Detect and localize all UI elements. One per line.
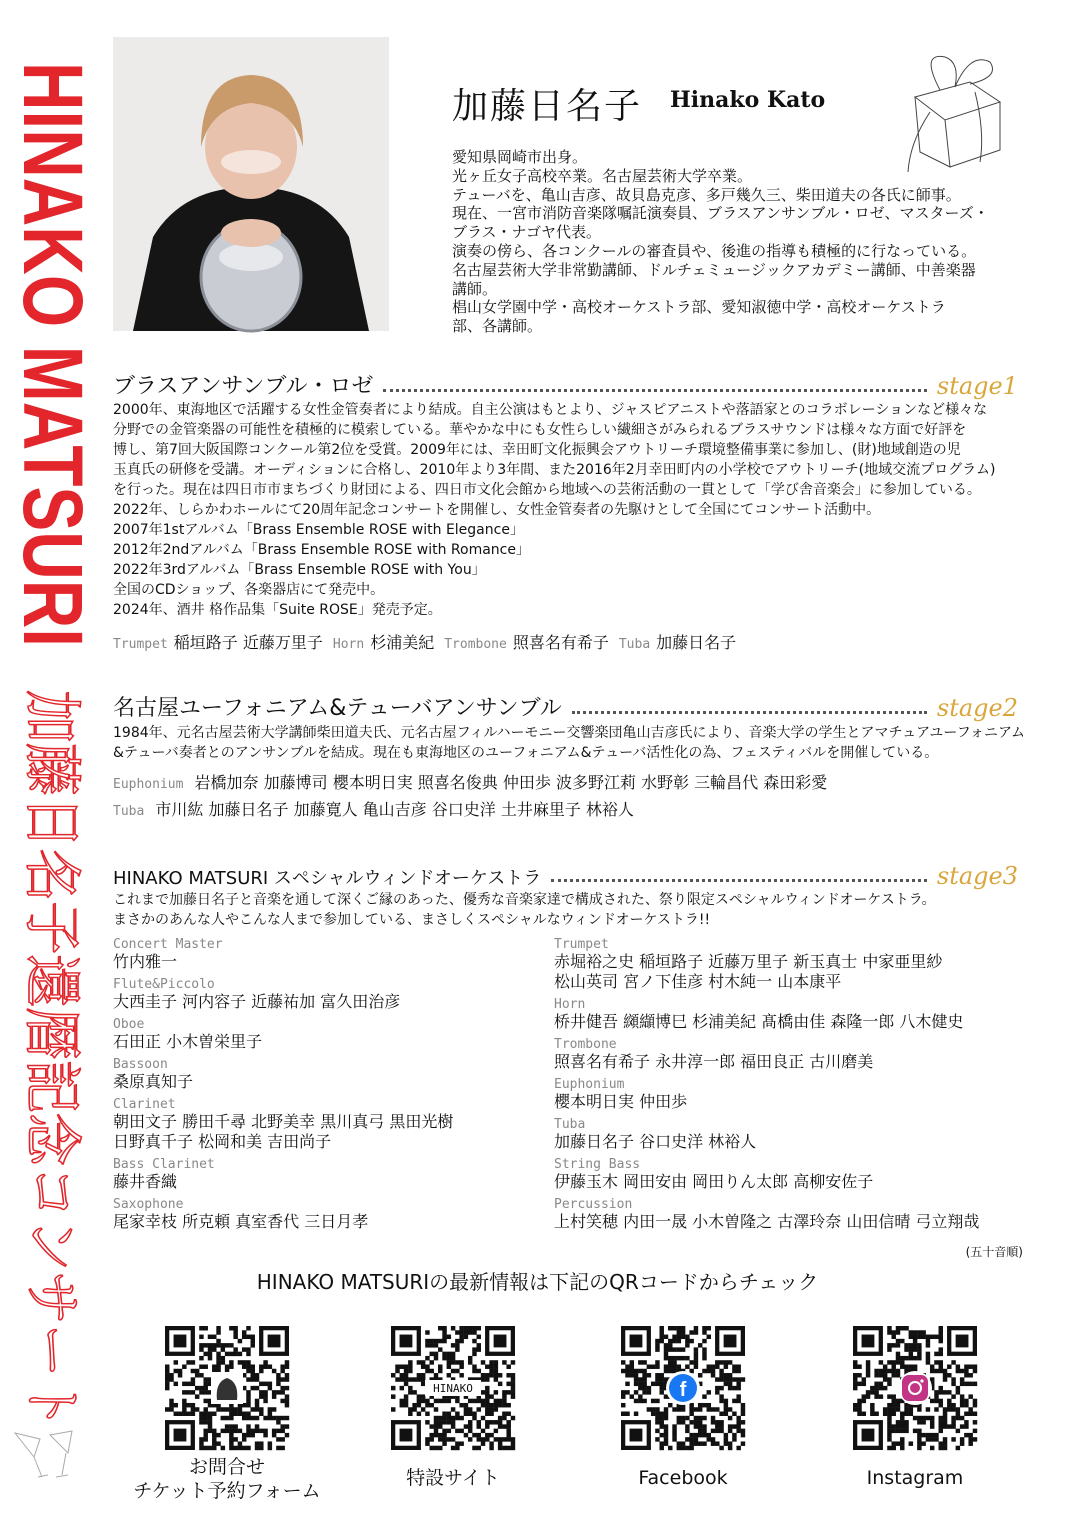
stage1-body-line: を行った。現在は四日市市まちづくり財団による、四日市文化会館から地域への芸術活動の一貫として「学び舎音楽会」に参加している。 xyxy=(113,482,981,498)
stage1-body-line: 2012年2ndアルバム「Brass Ensemble ROSE with Romance」 xyxy=(113,542,530,558)
qr-label-line: Instagram xyxy=(866,1467,964,1489)
bio-line: 椙山女学園中学・高校オーケストラ部、愛知淑徳中学・高校オーケストラ xyxy=(452,298,946,317)
stage1-body-line: 2022年、しらかわホールにて20周年記念コンサートを開催し、女性金管奏者の先駆けとして全国にてコンサート活動中。 xyxy=(113,502,881,518)
stage2-body-line: &テューバ奏者とのアンサンブルを結成。現在も東海地区のユーフォニアム&テューバ活性化の為、フェスティバルを開催している。 xyxy=(113,745,939,761)
orchestra-role-label: Bassoon xyxy=(113,1057,168,1072)
orchestra-member-names: 松山英司 宮ノ下佳彦 村木純一 山本康平 xyxy=(554,972,842,991)
bio-line: 名古屋芸術大学非常勤講師、ドルチェミュージックアカデミー講師、中善楽器 xyxy=(452,260,976,279)
stage3-body xyxy=(113,890,1028,930)
role-label: Horn xyxy=(332,637,365,652)
orchestra-role-label: Saxophone xyxy=(113,1197,184,1212)
stage1-body-line: 玉真氏の研修を受講。オーディションに合格し、2010年より3年間、また2016年2月幸田町内の小学校でアウトリーチ(地域交流プログラム) xyxy=(113,462,996,478)
role-label: Trombone xyxy=(444,637,507,652)
member-names: 岩橋加奈 加藤博司 櫻本明日実 照喜名俊典 仲田歩 波多野江莉 水野彰 三輪昌代 森田彩愛 xyxy=(194,773,828,792)
member-names: 杉浦美紀 xyxy=(370,633,435,652)
profile-photo xyxy=(113,37,389,331)
role-label: Euphonium xyxy=(113,777,184,792)
bio-line: ブラス・ナゴヤ代表。 xyxy=(452,223,601,242)
orchestra-role-label: Flute&Piccolo xyxy=(113,977,215,992)
qr-label xyxy=(117,1455,337,1503)
stage1-body xyxy=(113,400,1028,620)
bio-line: 現在、一宮市消防音楽隊嘱託演奏員、ブラスアンサンブル・ロゼ、マスターズ・ xyxy=(452,204,989,223)
qr-label-line: お問合せ xyxy=(188,1456,265,1478)
orchestra-role-label: Tuba xyxy=(554,1117,586,1132)
orchestra-member-names: 加藤日名子 谷口史洋 林裕人 xyxy=(554,1132,757,1151)
bio-line: テューバを、亀山吉彦、故貝島克彦、多戸幾久三、柴田道夫の各氏に師事。 xyxy=(452,185,961,204)
stage1-members xyxy=(113,630,746,653)
orchestra-member-names: 桑原真知子 xyxy=(113,1072,194,1091)
stage2-header xyxy=(113,690,1018,722)
orchestra-role-label: Concert Master xyxy=(113,937,223,952)
orchestra-role-label: Euphonium xyxy=(554,1077,625,1092)
stage1-tag: stage1 xyxy=(936,372,1018,400)
orchestra-member-names: 石田正 小木曽栄里子 xyxy=(113,1032,263,1051)
stage1-body-line: 2024年、酒井 格作品集「Suite ROSE」発売予定。 xyxy=(113,602,442,618)
stage2-euphonium xyxy=(113,770,837,793)
instagram-qr-code[interactable] xyxy=(853,1326,977,1450)
qr-center-text: HINAKO xyxy=(433,1382,473,1395)
qr-label-line: Facebook xyxy=(638,1467,728,1489)
qr-label-line: チケット予約フォーム xyxy=(133,1480,321,1502)
hinako-logo-qr-code[interactable] xyxy=(391,1326,515,1450)
role-label: Tuba xyxy=(113,804,145,819)
member-names: 加藤日名子 xyxy=(656,633,737,652)
orchestra-member-names: 赤堀裕之史 稲垣路子 近藤万里子 新玉真士 中家亜里紗 xyxy=(554,952,943,971)
stage3-body-line: まさかのあんな人やこんな人まで参加している、まさしくスペシャルなウィンドオーケストラ!! xyxy=(113,912,711,928)
stage3-title: HINAKO MATSURI スペシャルウィンドオーケストラ xyxy=(113,868,542,889)
role-label: Tuba xyxy=(618,637,651,652)
stage3-header xyxy=(113,858,1018,890)
champagne-glasses-icon xyxy=(10,1425,80,1485)
dotted-leader xyxy=(551,878,927,882)
orchestra-role-label: String Bass xyxy=(554,1157,641,1172)
profile-name-en: Hinako Kato xyxy=(670,87,826,113)
bio-line: 部、各講師。 xyxy=(452,317,543,336)
orchestra-member-names: 桥井健吾 纐纈博巳 杉浦美紀 髙橋由佳 森隆一郎 八木健史 xyxy=(554,1012,964,1031)
stage1-title: ブラスアンサンブル・ロゼ xyxy=(113,374,374,399)
profile-bio xyxy=(452,148,1024,336)
orchestra-member-names: 櫻本明日実 仲田歩 xyxy=(554,1092,688,1111)
svg-text:f: f xyxy=(679,1379,687,1401)
stage3-body-line: これまで加藤日名子と音楽を通して深くご縁のあった、優秀な音楽家達で構成された、祭り限定スペシャルウィンドオーケストラ。 xyxy=(113,892,936,908)
orchestra-role-label: Percussion xyxy=(554,1197,633,1212)
orchestra-member-names: 日野真千子 松岡和美 吉田尚子 xyxy=(113,1132,332,1151)
svg-text:HINAKO MATSURI: HINAKO MATSURI xyxy=(6,62,100,794)
profile-name-jp: 加藤日名子 xyxy=(452,86,643,127)
orchestra-left-column xyxy=(113,938,583,1238)
stage1-body-line: 2000年、東海地区で活躍する女性金管奏者により結成。自主公演はもとより、ジャスピアニストや落語家とのコラボレーションなど様々な xyxy=(113,402,988,418)
member-names: 稲垣路子 近藤万里子 xyxy=(173,633,323,652)
orchestra-role-label: Oboe xyxy=(113,1017,145,1032)
stage3-tag: stage3 xyxy=(936,862,1018,890)
side-title-strip xyxy=(6,40,100,1503)
orchestra-member-names: 藤井香織 xyxy=(113,1172,178,1191)
facebook-qr-code[interactable] xyxy=(621,1326,745,1450)
bio-line: 光ヶ丘女子高校卒業。名古屋芸術大学卒業。 xyxy=(452,166,753,185)
orchestra-role-label: Trombone xyxy=(554,1037,617,1052)
dotted-leader xyxy=(383,388,926,392)
orchestra-role-label: Clarinet xyxy=(113,1097,176,1112)
orchestra-role-label: Horn xyxy=(554,997,586,1012)
stage2-title: 名古屋ユーフォニアム&テューバアンサンブル xyxy=(113,696,562,721)
svg-text:加藤日名子還暦記念コンサート: 加藤日名子還暦記念コンサート xyxy=(18,690,86,1503)
qr-label xyxy=(573,1466,793,1490)
orchestra-member-names: 大西圭子 河内容子 近藤祐加 富久田治彦 xyxy=(113,992,401,1011)
qr-heading: HINAKO MATSURIの最新情報は下記のQRコードからチェック xyxy=(256,1270,819,1294)
side-main-title xyxy=(6,62,100,794)
member-names: 市川紘 加藤日名子 加藤寛人 亀山吉彦 谷口史洋 土井麻里子 林裕人 xyxy=(155,800,634,819)
dotted-leader xyxy=(572,710,927,714)
qr-label xyxy=(805,1466,1025,1490)
bio-line: 演奏の傍ら、各コンクールの審査員や、後進の指導も積極的に行なっている。 xyxy=(452,241,977,260)
orchestra-member-names: 上村笑穂 内田一晟 小木曽隆之 古澤玲奈 山田信晴 弓立翔哉 xyxy=(554,1212,980,1231)
order-note: (五十音順) xyxy=(965,1245,1023,1259)
stage1-body-line: 全国のCDショップ、各楽器店にて発売中。 xyxy=(113,582,385,598)
orchestra-member-names: 伊藤玉木 岡田安由 岡田りん太郎 高柳安佐子 xyxy=(554,1172,874,1191)
contact-qr-code[interactable] xyxy=(165,1326,289,1450)
orchestra-role-label: Bass Clarinet xyxy=(113,1157,215,1172)
stage2-body-line: 1984年、元名古屋芸術大学講師柴田道夫氏、元名古屋フィルハーモニー交響楽団亀山吉彦氏により、音楽大学の学生とアマチュアユーフォニアム xyxy=(113,725,1026,741)
stage1-body-line: 分野での金管楽器の可能性を積極的に模索している。華やかな中にも女性らしい繊細さがみられるブラスサウンドは様々な方面で好評を xyxy=(113,422,967,438)
bio-line: 愛知県岡崎市出身。 xyxy=(452,148,588,166)
orchestra-right-column xyxy=(554,938,1024,1238)
role-label: Trumpet xyxy=(113,637,168,652)
qr-label xyxy=(343,1466,563,1490)
orchestra-member-names: 照喜名有希子 永井淳一郎 福田良正 古川磨美 xyxy=(554,1052,874,1071)
orchestra-member-names: 尾家幸枝 所克頼 真室香代 三日月孝 xyxy=(113,1212,369,1231)
orchestra-role-label: Trumpet xyxy=(554,937,609,952)
stage2-tuba xyxy=(113,797,644,820)
stage2-body xyxy=(113,723,1028,763)
qr-label-line: 特設サイト xyxy=(406,1467,500,1489)
stage1-body-line: 2022年3rdアルバム「Brass Ensemble ROSE with You」 xyxy=(113,562,486,578)
stage1-body-line: 2007年1stアルバム「Brass Ensemble ROSE with Elegance」 xyxy=(113,522,524,538)
bio-line: 講師。 xyxy=(452,279,498,298)
stage2-tag: stage2 xyxy=(936,694,1018,722)
member-names: 照喜名有希子 xyxy=(512,633,609,652)
orchestra-member-names: 朝田文子 勝田千尋 北野美幸 黒川真弓 黒田光樹 xyxy=(113,1112,454,1131)
side-sub-title xyxy=(18,690,90,1503)
stage1-header xyxy=(113,368,1018,400)
orchestra-member-names: 竹内雅一 xyxy=(113,952,178,971)
stage1-body-line: 博し、第7回大阪国際コンクール第2位を受賞。2009年には、幸田町文化振興会アウトリーチ環境整備事業に参加し、(財)地域創造の児 xyxy=(113,442,961,458)
